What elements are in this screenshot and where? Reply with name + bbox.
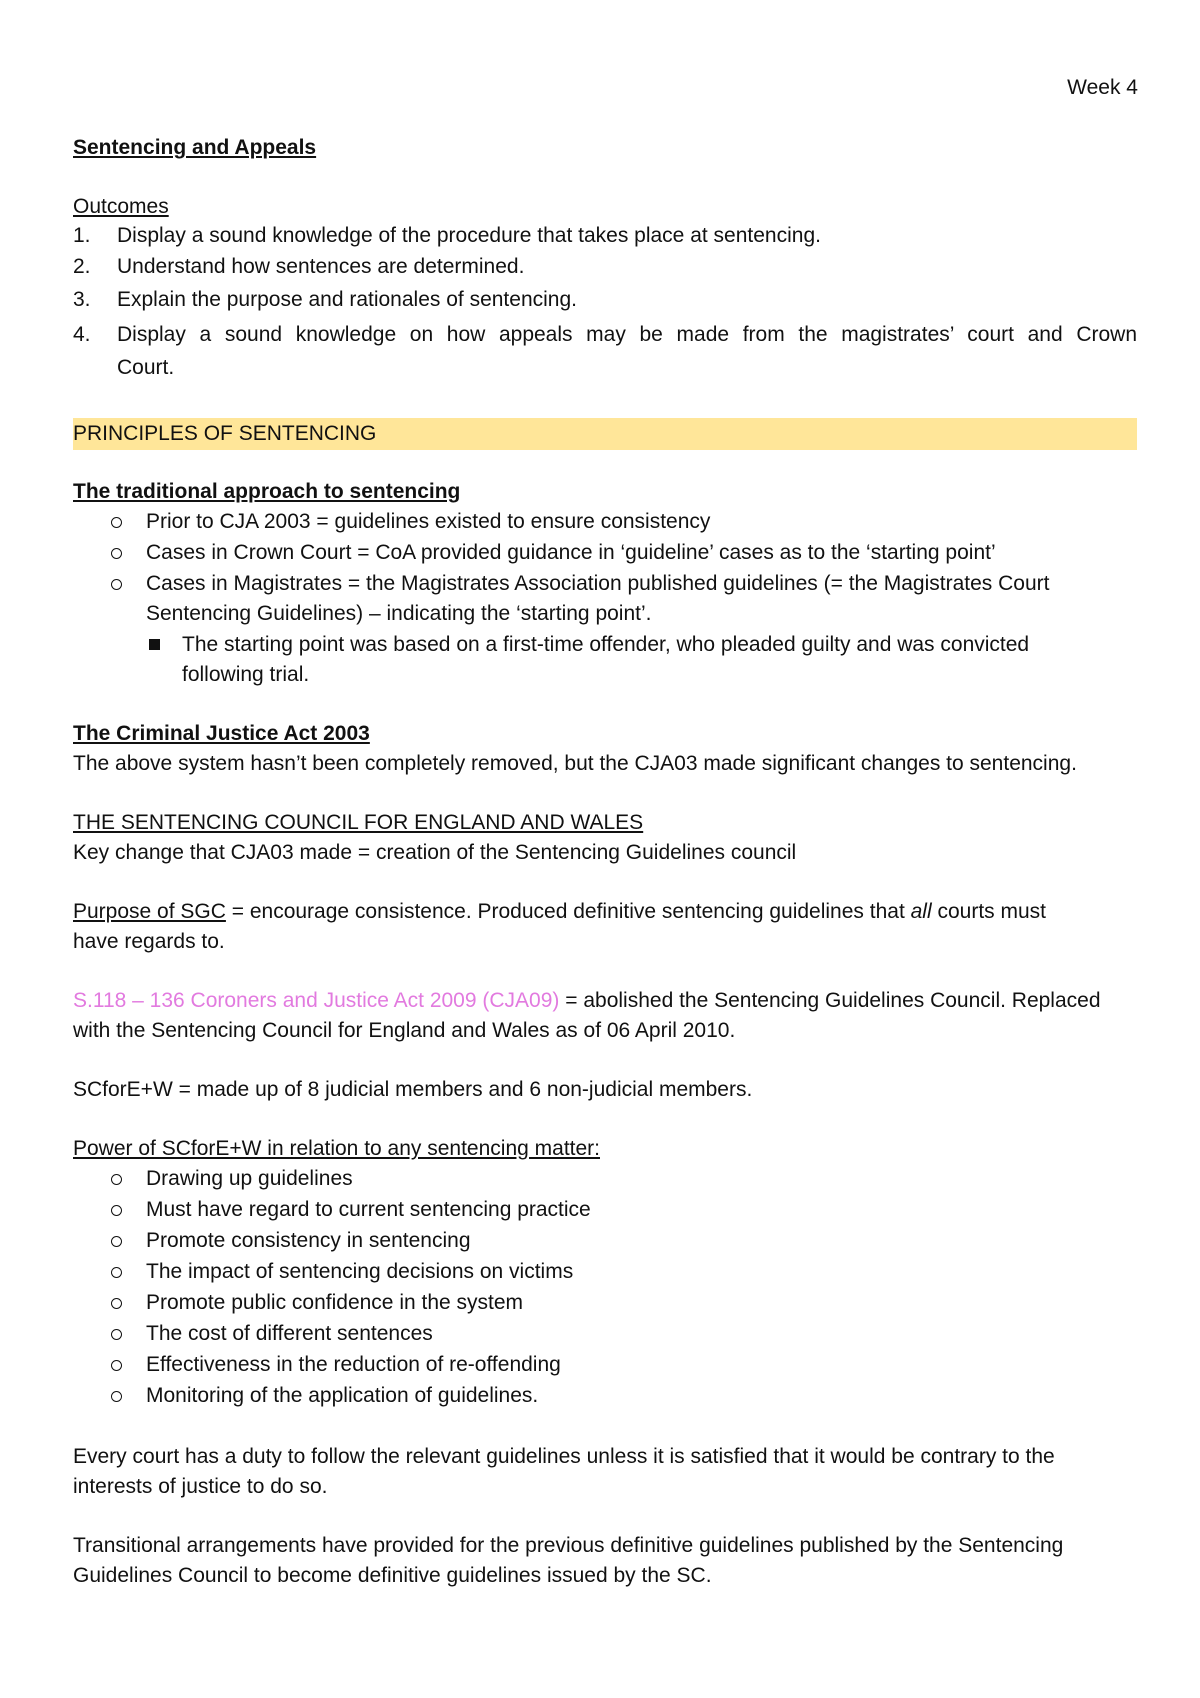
purpose-emphasis: all: [910, 900, 932, 923]
outcome-item: Display a sound knowledge of the procedure that takes place at sentencing.: [117, 224, 821, 247]
purpose-text-end: courts must: [931, 900, 1047, 923]
circle-bullet-icon: [111, 1267, 122, 1278]
list-item: The impact of sentencing decisions on victims: [146, 1260, 574, 1283]
list-item: Effectiveness in the reduction of re-offending: [146, 1353, 561, 1376]
circle-bullet-icon: [111, 1174, 122, 1185]
outcome-number: 3.: [73, 288, 91, 311]
circle-bullet-icon: [111, 517, 122, 528]
cja2003-heading: The Criminal Justice Act 2003: [73, 722, 370, 745]
outcome-item-continuation: Court.: [117, 356, 175, 379]
powers-heading: Power of SCforE+W in relation to any sentencing matter:: [73, 1137, 600, 1160]
duty-paragraph-continuation: interests of justice to do so.: [73, 1475, 328, 1498]
transitional-paragraph-line: Transitional arrangements have provided for the previous definitive guidelines published by the Sentencing: [73, 1534, 1064, 1557]
list-item: Promote consistency in sentencing: [146, 1229, 471, 1252]
circle-bullet-icon: [111, 1391, 122, 1402]
outcomes-heading: Outcomes: [73, 195, 169, 218]
cja09-reference: S.118 – 136 Coroners and Justice Act 2009 (CJA09): [73, 989, 560, 1012]
circle-bullet-icon: [111, 548, 122, 559]
sub-list-item: The starting point was based on a first-time offender, who pleaded guilty and was convicted: [182, 633, 1030, 656]
list-item: Drawing up guidelines: [146, 1167, 353, 1190]
purpose-paragraph-line: [73, 897, 1046, 927]
circle-bullet-icon: [111, 579, 122, 590]
list-item: Prior to CJA 2003 = guidelines existed to ensure consistency: [146, 510, 711, 533]
purpose-text: = encourage consistence. Produced definitive sentencing guidelines that: [225, 900, 911, 923]
cja09-paragraph-continuation: with the Sentencing Council for England and Wales as of 06 April 2010.: [73, 1019, 736, 1042]
cja2003-text: The above system hasn’t been completely removed, but the CJA03 made significant changes to sentencing.: [73, 752, 1077, 775]
list-item: Cases in Crown Court = CoA provided guidance in ‘guideline’ cases as to the ‘starting point’: [146, 541, 996, 564]
week-label: Week 4: [1067, 76, 1138, 99]
list-item: Promote public confidence in the system: [146, 1291, 524, 1314]
duty-paragraph-line: Every court has a duty to follow the relevant guidelines unless it is satisfied that it would be contrary to the: [73, 1445, 1055, 1468]
transitional-paragraph-continuation: Guidelines Council to become definitive guidelines issued by the SC.: [73, 1564, 712, 1587]
document-title: Sentencing and Appeals: [73, 136, 317, 159]
purpose-paragraph-continuation: have regards to.: [73, 930, 225, 953]
cja09-text: = abolished the Sentencing Guidelines Council. Replaced: [559, 989, 1101, 1012]
outcome-item: Display a sound knowledge on how appeals may be made from the magistrates’ court and Crown: [117, 323, 1137, 346]
outcome-item: Understand how sentences are determined.: [117, 255, 525, 278]
members-text: SCforE+W = made up of 8 judicial members and 6 non-judicial members.: [73, 1078, 753, 1101]
square-bullet-icon: [149, 639, 160, 650]
list-item: Cases in Magistrates = the Magistrates Association published guidelines (= the Magistrates Court: [146, 572, 1050, 595]
circle-bullet-icon: [111, 1329, 122, 1340]
circle-bullet-icon: [111, 1298, 122, 1309]
outcome-number: 2.: [73, 255, 91, 278]
cja09-paragraph-line: [73, 986, 1101, 1016]
outcome-number: 1.: [73, 224, 91, 247]
traditional-approach-heading: The traditional approach to sentencing: [73, 480, 461, 503]
list-item: The cost of different sentences: [146, 1322, 433, 1345]
circle-bullet-icon: [111, 1236, 122, 1247]
circle-bullet-icon: [111, 1205, 122, 1216]
list-item: Monitoring of the application of guidelines.: [146, 1384, 539, 1407]
council-text: Key change that CJA03 made = creation of the Sentencing Guidelines council: [73, 841, 797, 864]
sub-list-item-continuation: following trial.: [182, 663, 310, 686]
council-heading: THE SENTENCING COUNCIL FOR ENGLAND AND WALES: [73, 811, 644, 834]
outcome-number: 4.: [73, 323, 91, 346]
outcome-item: Explain the purpose and rationales of sentencing.: [117, 288, 577, 311]
section-heading-principles: PRINCIPLES OF SENTENCING: [73, 422, 377, 445]
list-item-continuation: Sentencing Guidelines) – indicating the ‘starting point’.: [146, 602, 652, 625]
circle-bullet-icon: [111, 1360, 122, 1371]
list-item: Must have regard to current sentencing practice: [146, 1198, 591, 1221]
purpose-label: Purpose of SGC: [73, 900, 226, 923]
